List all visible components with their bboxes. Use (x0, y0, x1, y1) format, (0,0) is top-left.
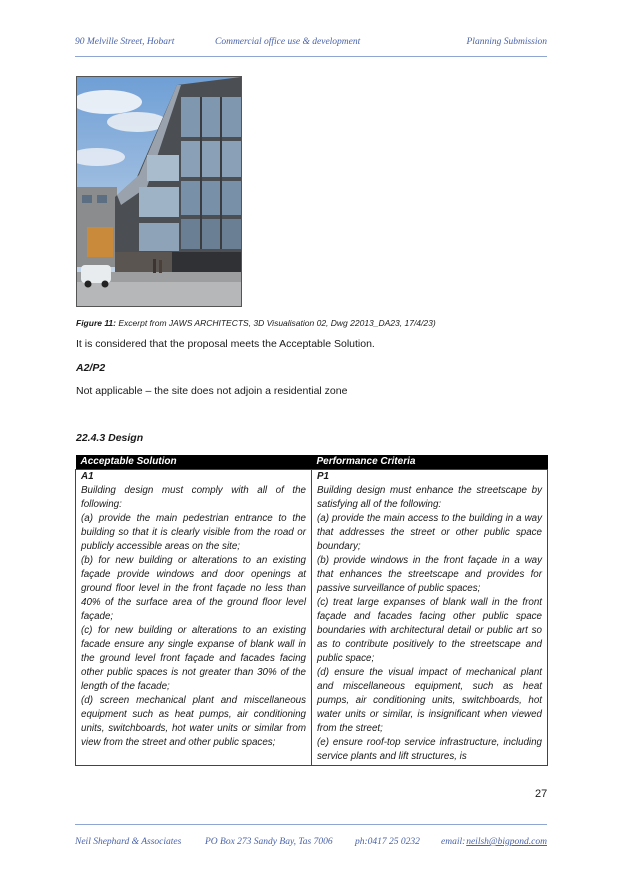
figure-caption (76, 318, 436, 328)
header-doc-type: Planning Submission (466, 37, 547, 47)
clause-text: (b) provide windows in the front façade in a way that enhances the streetscape and provides for passive surveillance of public spaces; (317, 555, 542, 594)
header-address: 90 Melville Street, Hobart (75, 37, 175, 47)
header-rule (75, 56, 547, 57)
table-row (76, 470, 548, 766)
clause-text: (e) ensure roof-top service infrastructure, including service plants and lift structures, is (317, 737, 542, 762)
footer-email-link[interactable]: neilsh@bigpond.com (466, 837, 547, 847)
page-header (75, 37, 547, 51)
a2p2-text: Not applicable – the site does not adjoin a residential zone (76, 385, 348, 397)
clause-text: (c) for new building or alterations to an existing facade ensure any single expanse of blank wall in the ground level front façade and facades facing other public spaces is not greater than 30% of the length of the facade; (81, 625, 306, 692)
figure-caption-text: Excerpt from JAWS ARCHITECTS, 3D Visualisation 02, Dwg 22013_DA23, 17/4/23) (116, 318, 436, 328)
figure-label: Figure 11: (76, 318, 116, 328)
clause-code-p1: P1 (317, 471, 329, 482)
header-use: Commercial office use & development (215, 37, 361, 47)
footer-email-label: email: (441, 837, 466, 847)
footer-rule (75, 824, 547, 825)
design-criteria-table (75, 455, 548, 766)
acceptable-solution-statement: It is considered that the proposal meets the Acceptable Solution. (76, 338, 375, 350)
clause-text: Building design must comply with all of the following: (81, 485, 306, 510)
footer-company: Neil Shephard & Associates (75, 837, 182, 847)
section-heading-design: 22.4.3 Design (76, 432, 144, 444)
acceptable-solution-cell (76, 470, 312, 766)
clause-text: (d) screen mechanical plant and miscellaneous equipment such as heat pumps, air conditioning units, switchboards, hot water units or similar from view from the street and other public spaces; (81, 695, 306, 748)
clause-text: (a) provide the main pedestrian entrance to the building so that it is clearly visible from the road or publicly accessible areas on the site; (81, 513, 306, 552)
header-acceptable-solution: Acceptable Solution (76, 455, 312, 470)
performance-criteria-cell (312, 470, 548, 766)
header-performance-criteria: Performance Criteria (312, 455, 548, 470)
clause-text: (b) for new building or alterations to an existing façade provide windows and door openings at ground floor level in the front façade no less than 40% of the surface area of the ground floor level façade; (81, 555, 306, 622)
clause-text: (d) ensure the visual impact of mechanical plant and miscellaneous equipment, such as heat pumps, air conditioning units, switchboards, hot water units or similar, is insignificant when viewed from the street; (317, 667, 542, 734)
table-header-row (76, 455, 548, 470)
a2p2-heading: A2/P2 (76, 362, 106, 374)
page-footer (75, 837, 547, 851)
clause-text: (a) provide the main access to the building in a way that addresses the street or other public space boundary; (317, 513, 542, 552)
building-render-graphic (77, 77, 241, 306)
clause-text: Building design must enhance the streetscape by satisfying all of the following: (317, 485, 542, 510)
page-number: 27 (535, 788, 548, 800)
clause-text: (c) treat large expanses of blank wall in the front façade and facades facing other public space boundaries with architectural detail or public art so as to contribute positively to the streetscape and public space; (317, 597, 542, 664)
footer-po-box: PO Box 273 Sandy Bay, Tas 7006 (205, 837, 333, 847)
clause-code-a1: A1 (81, 471, 94, 482)
footer-phone: ph:0417 25 0232 (355, 837, 420, 847)
building-visualisation-image (76, 76, 242, 307)
